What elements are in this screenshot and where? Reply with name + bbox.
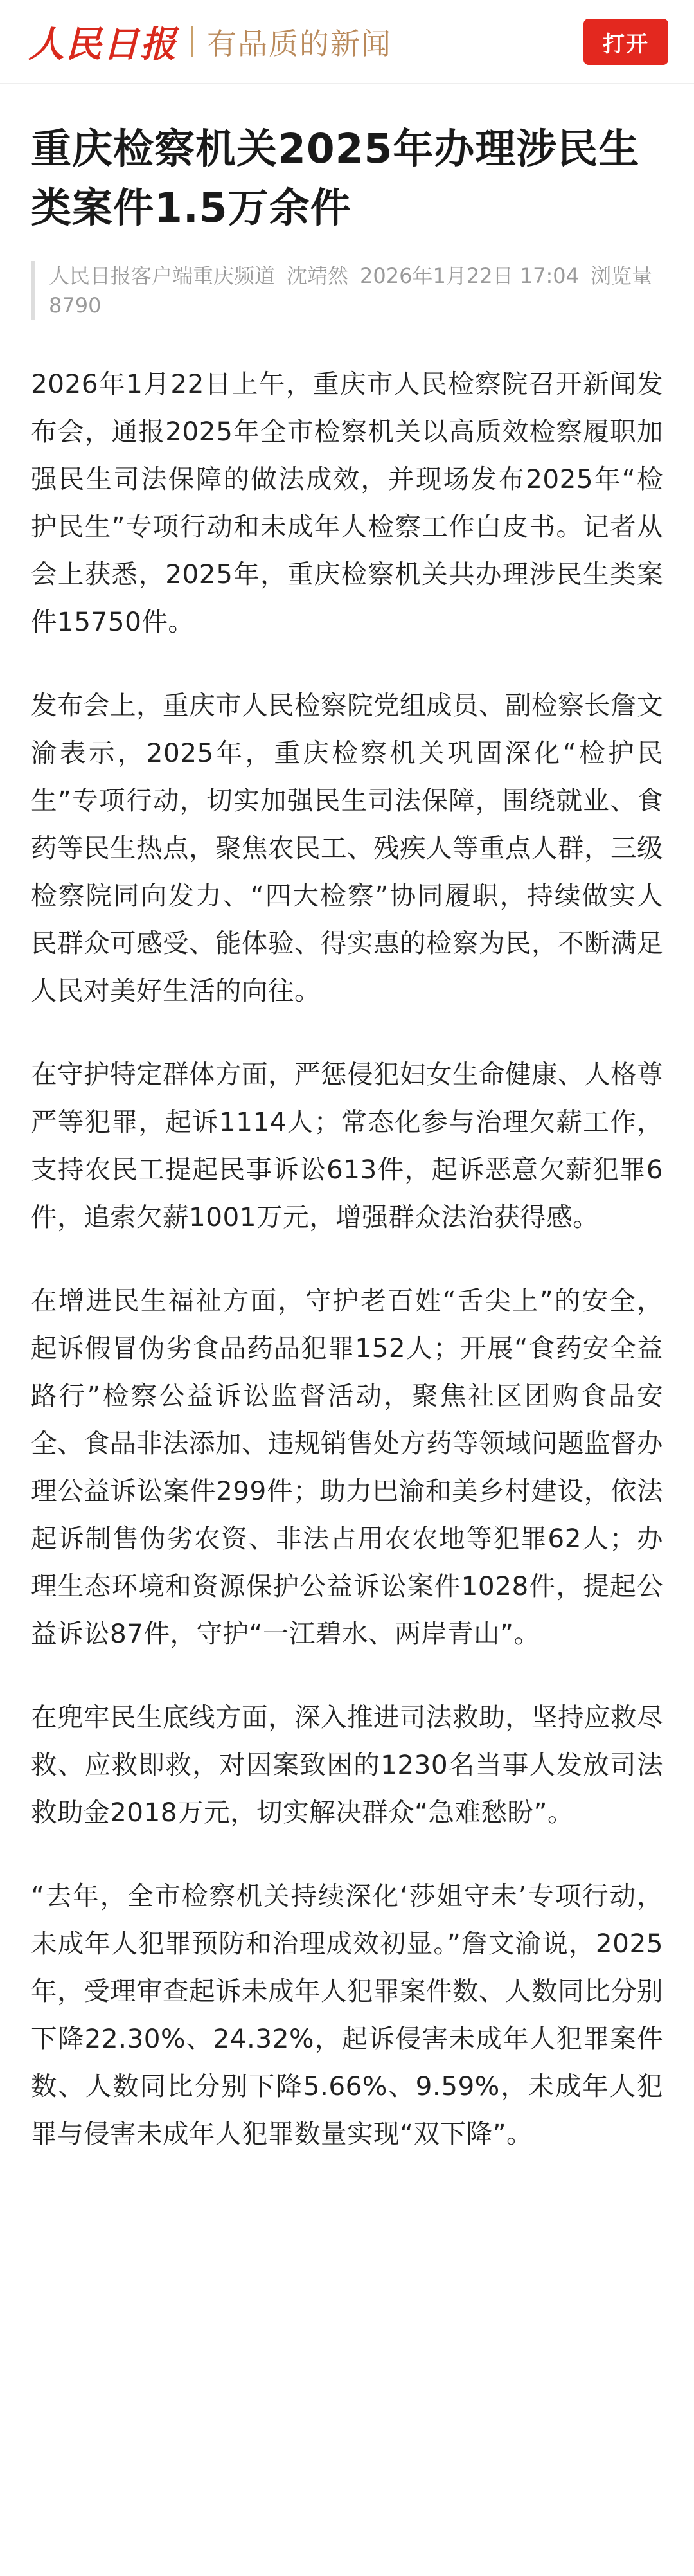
article-source: 人民日报客户端重庆频道 [49,264,276,288]
article-datetime: 2026年1月22日 17:04 [360,264,579,288]
article-paragraph: “去年，全市检察机关持续深化‘莎姐守未’专项行动，未成年人犯罪预防和治理成效初显。”詹文渝说，2025年，受理审查起诉未成年人犯罪案件数、人数同比分别下降22.30%、24.32%，起诉侵害未成年人犯罪案件数、人数同比分别下降5.66%、9.59%，未成年人犯罪与侵害未成年人犯罪数量实现“双下降”。 [31,1880,663,2149]
article-paragraph: 2026年1月22日上午，重庆市人民检察院召开新闻发布会，通报2025年全市检察机关以高质效检察履职加强民生司法保障的做法成效，并现场发布2025年“检护民生”专项行动和未成年人检察工作白皮书。记者从会上获悉，2025年，重庆检察机关共办理涉民生类案件15750件。 [31,368,663,637]
article-meta [31,261,663,320]
article-paragraph: 发布会上，重庆市人民检察院党组成员、副检察长詹文渝表示，2025年，重庆检察机关巩固深化“检护民生”专项行动，切实加强民生司法保障，围绕就业、食药等民生热点，聚焦农民工、残疾人等重点人群，三级检察院同向发力、“四大检察”协同履职，持续做实人民群众可感受、能体验、得实惠的检察为民，不断满足人民对美好生活的向往。 [31,690,663,1006]
brand-slogan: 有品质的新闻 [207,26,392,61]
article [0,120,694,2157]
article-title: 重庆检察机关2025年办理涉民生类案件1.5万余件 [31,125,640,231]
open-app-button[interactable]: 打开 [583,19,668,65]
article-author: 沈靖然 [287,264,349,288]
article-views: 浏览量8790 [49,264,652,318]
article-body [31,360,663,2157]
logo-divider [191,26,193,57]
article-paragraph: 在兜牢民生底线方面，深入推进司法救助，坚持应救尽救、应救即救，对因案致困的1230名当事人发放司法救助金2018万元，切实解决群众“急难愁盼”。 [31,1702,663,1828]
top-bar [0,0,694,84]
article-paragraph: 在守护特定群体方面，严惩侵犯妇女生命健康、人格尊严等犯罪，起诉1114人；常态化参与治理欠薪工作，支持农民工提起民事诉讼613件，起诉恶意欠薪犯罪6件，追索欠薪1001万元，增强群众法治获得感。 [31,1059,663,1232]
brand-logo[interactable]: 人民日报 [28,23,177,66]
article-paragraph: 在增进民生福祉方面，守护老百姓“舌尖上”的安全，起诉假冒伪劣食品药品犯罪152人；开展“食药安全益路行”检察公益诉讼监督活动，聚焦社区团购食品安全、食品非法添加、违规销售处方药等领域问题监督办理公益诉讼案件299件；助力巴渝和美乡村建设，依法起诉制售伪劣农资、非法占用农农地等犯罪62人；办理生态环境和资源保护公益诉讼案件1028件，提起公益诉讼87件，守护“一江碧水、两岸青山”。 [31,1285,663,1649]
